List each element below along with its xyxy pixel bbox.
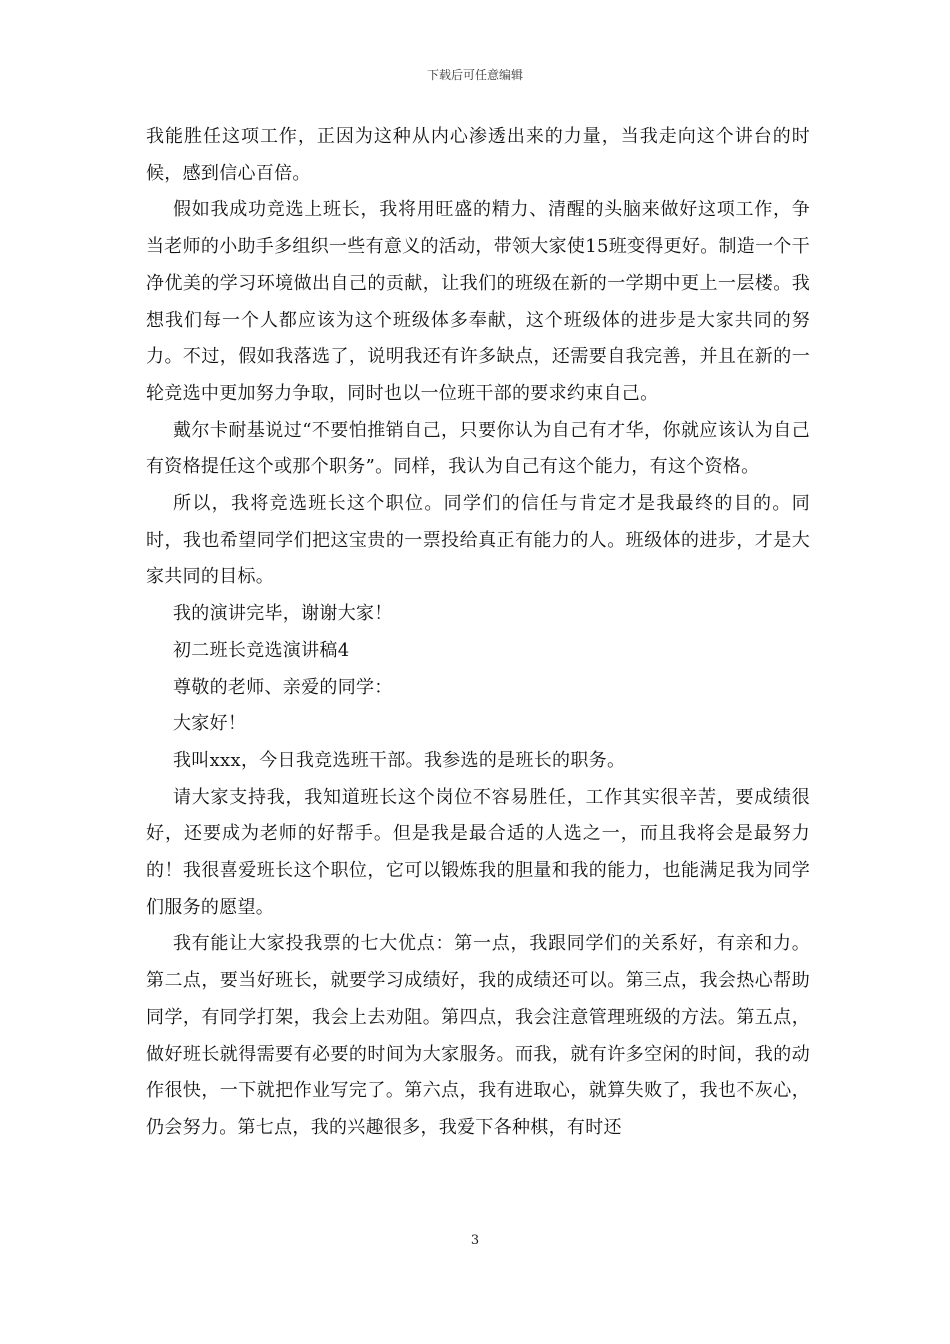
salutation: 尊敬的老师、亲爱的同学：	[173, 676, 393, 698]
closing-line: 我的演讲完毕，谢谢大家！	[173, 603, 393, 625]
speech-title: 初二班长竞选演讲稿4	[173, 639, 350, 661]
document-body	[146, 119, 810, 1147]
greeting: 大家好！	[173, 713, 247, 735]
body-paragraph-continuation: 我能胜任这项工作，正因为这种从内心渗透出来的力量，当我走向这个讲台的时候，感到信心百倍。	[146, 126, 810, 184]
body-paragraph: 我有能让大家投我票的七大优点：第一点，我跟同学们的关系好，有亲和力。第二点，要当好班长，就要学习成绩好，我的成绩还可以。第三点，我会热心帮助同学，有同学打架，我会上去劝阻。第四点，我会注意管理班级的方法。第五点，做好班长就得需要有必要的时间为大家服务。而我，就有许多空闲的时间，我的动作很快，一下就把作业写完了。第六点，我有进取心，就算失败了，我也不灰心，仍会努力。第七点，我的兴趣很多，我爱下各种棋，有时还	[146, 933, 810, 1138]
body-paragraph: 所以，我将竞选班长这个职位。同学们的信任与肯定才是我最终的目的。同时，我也希望同学们把这宝贵的一票投给真正有能力的人。班级体的进步，才是大家共同的目标。	[146, 493, 810, 588]
page-header-note: 下载后可任意编辑	[426, 68, 523, 82]
body-paragraph: 戴尔卡耐基说过“不要怕推销自己，只要你认为自己有才华，你就应该认为自己有资格提任这个或那个职务”。同样，我认为自己有这个能力，有这个资格。	[146, 419, 810, 478]
body-paragraph: 假如我成功竞选上班长，我将用旺盛的精力、清醒的头脑来做好这项工作，争当老师的小助手多组织一些有意义的活动，带领大家使15班变得更好。制造一个干净优美的学习环境做出自己的贡献，让我们的班级在新的一学期中更上一层楼。我想我们每一个人都应该为这个班级体多奉献，这个班级体的进步是大家共同的努力。不过，假如我落选了，说明我还有许多缺点，还需要自我完善，并且在新的一轮竞选中更加努力争取，同时也以一位班干部的要求约束自己。	[146, 199, 811, 404]
body-paragraph: 我叫xxx，今日我竞选班干部。我参选的是班长的职务。	[173, 749, 626, 771]
page-number: 3	[470, 1233, 480, 1248]
body-paragraph: 请大家支持我，我知道班长这个岗位不容易胜任，工作其实很辛苦，要成绩很好，还要成为老师的好帮手。但是我是最合适的人选之一，而且我将会是最努力的！我很喜爱班长这个职位，它可以锻炼我的胆量和我的能力，也能满足我为同学们服务的愿望。	[146, 786, 810, 918]
